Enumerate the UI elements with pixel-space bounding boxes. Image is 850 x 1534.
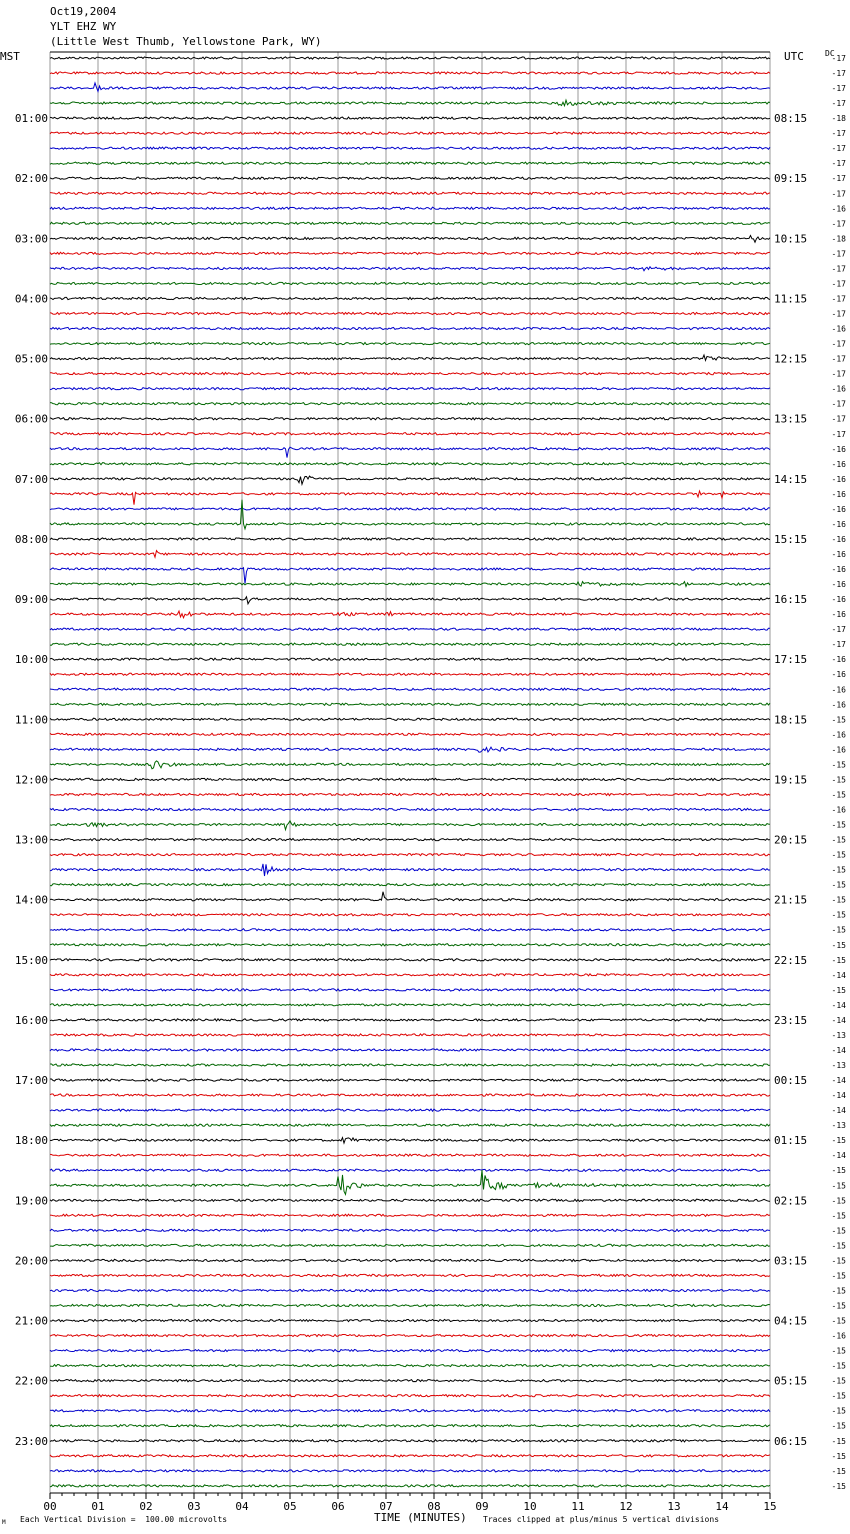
dc-offset-label: -18	[831, 234, 846, 244]
seismic-trace	[50, 1395, 770, 1397]
dc-offset-label: -15	[831, 835, 846, 845]
seismic-trace	[50, 864, 770, 876]
dc-offset-label: -16	[831, 1331, 846, 1341]
utc-hour-label: 01:15	[774, 1134, 808, 1148]
seismic-trace	[50, 1229, 770, 1231]
dc-offset-label: -15	[831, 865, 846, 875]
seismic-trace	[50, 297, 770, 299]
seismic-trace	[50, 793, 770, 795]
dc-offset-label: -14	[831, 970, 846, 980]
seismic-trace	[50, 1094, 770, 1096]
dc-offset-label: -15	[831, 880, 846, 890]
mst-hour-label: 07:00	[14, 472, 48, 486]
seismic-trace	[50, 327, 770, 329]
seismic-trace	[50, 83, 770, 92]
dc-offset-label: -15	[831, 955, 846, 965]
seismic-trace	[50, 643, 770, 645]
dc-offset-label: -17	[831, 279, 846, 289]
mst-hour-labels	[15, 112, 48, 1448]
dc-offset-label: -17	[831, 309, 846, 319]
dc-offset-label: -16	[831, 745, 846, 755]
dc-offset-label: -16	[831, 805, 846, 815]
seismic-trace	[50, 388, 770, 390]
seismic-trace	[50, 508, 770, 510]
seismic-trace	[50, 117, 770, 119]
dc-offset-label: -17	[831, 414, 846, 424]
utc-hour-label: 03:15	[774, 1254, 808, 1268]
dc-offset-label: -16	[831, 474, 846, 484]
seismic-trace	[50, 207, 770, 209]
dc-offset-label: -15	[831, 1316, 846, 1326]
dc-offset-label: -15	[831, 985, 846, 995]
x-tick-label: 13	[667, 1500, 681, 1513]
x-tick-label: 09	[475, 1500, 489, 1513]
utc-hour-label: 13:15	[774, 412, 808, 426]
seismic-trace	[50, 974, 770, 976]
dc-offset-label: -15	[831, 820, 846, 830]
dc-offset-label: -15	[831, 715, 846, 725]
seismic-trace	[50, 703, 770, 705]
seismic-trace	[50, 1350, 770, 1352]
seismic-trace	[50, 761, 770, 769]
dc-offset-label: -15	[831, 1196, 846, 1206]
dc-offset-label: -14	[831, 1045, 846, 1055]
utc-hour-label: 14:15	[774, 472, 808, 486]
seismic-trace	[50, 1199, 770, 1201]
date-label: Oct19,2004	[50, 5, 117, 18]
dc-offset-label: -15	[831, 940, 846, 950]
seismic-trace	[50, 673, 770, 675]
mst-hour-label: 01:00	[14, 112, 48, 126]
dc-offset-label: -16	[831, 549, 846, 559]
seismic-trace	[50, 57, 770, 59]
mst-hour-label: 12:00	[14, 773, 48, 787]
dc-offset-label: -17	[831, 84, 846, 94]
dc-offset-label: -15	[831, 1451, 846, 1461]
dc-offset-label: -17	[831, 625, 846, 635]
dc-offset-label: -17	[831, 159, 846, 169]
dc-offset-label: -15	[831, 1211, 846, 1221]
seismic-trace	[50, 989, 770, 991]
mst-hour-label: 05:00	[14, 352, 48, 366]
mst-hour-label: 06:00	[14, 412, 48, 426]
scale-note: Each Vertical Division = 100.00 microvolts	[20, 1515, 228, 1524]
seismic-trace	[50, 1410, 770, 1412]
x-tick-label: 12	[619, 1500, 633, 1513]
seismic-trace	[50, 551, 770, 558]
seismic-trace	[50, 1304, 770, 1306]
seismic-trace	[50, 447, 770, 458]
x-tick-label: 15	[763, 1500, 777, 1513]
seismic-trace	[50, 1138, 770, 1144]
dc-offset-label: -17	[831, 144, 846, 154]
seismic-trace	[50, 959, 770, 961]
x-tick-label: 04	[235, 1500, 249, 1513]
seismic-trace	[50, 808, 770, 810]
dc-offset-label: -13	[831, 1030, 846, 1040]
dc-offset-label: -17	[831, 249, 846, 259]
trace-group	[50, 57, 770, 1487]
seismic-trace	[50, 914, 770, 916]
seismic-trace	[50, 282, 770, 284]
mst-hour-label: 03:00	[14, 232, 48, 246]
dc-offset-label: -16	[831, 444, 846, 454]
utc-hour-label: 05:15	[774, 1374, 808, 1388]
utc-hour-label: 09:15	[774, 172, 808, 186]
seismic-trace	[50, 476, 770, 484]
dc-offset-label: -17	[831, 399, 846, 409]
seismic-trace	[50, 267, 770, 271]
seismic-trace	[50, 884, 770, 886]
dc-offset-label: -15	[831, 1406, 846, 1416]
utc-hour-label: 16:15	[774, 593, 808, 607]
seismic-trace	[50, 1455, 770, 1457]
x-tick-label: 00	[43, 1500, 57, 1513]
dc-offset-label: -17	[831, 189, 846, 199]
dc-offset-label: -14	[831, 1000, 846, 1010]
dc-offset-label: -15	[831, 925, 846, 935]
seismic-trace	[50, 688, 770, 690]
seismic-trace	[50, 821, 770, 830]
utc-hour-label: 19:15	[774, 773, 808, 787]
dc-offset-label: -14	[831, 1106, 846, 1116]
dc-offset-label: -17	[831, 129, 846, 139]
mst-hour-label: 13:00	[14, 833, 48, 847]
dc-offset-label: -17	[831, 264, 846, 274]
mst-hour-label: 10:00	[14, 653, 48, 667]
dc-offset-label: -16	[831, 610, 846, 620]
dc-offset-label: -16	[831, 489, 846, 499]
seismic-trace	[50, 312, 770, 314]
utc-hour-label: 10:15	[774, 232, 808, 246]
clip-note: Traces clipped at plus/minus 5 vertical divisions	[483, 1515, 720, 1524]
dc-offset-label: -15	[831, 1481, 846, 1491]
seismic-trace	[50, 929, 770, 931]
seismic-trace	[50, 1380, 770, 1382]
seismic-trace	[50, 1259, 770, 1261]
dc-offset-label: -17	[831, 219, 846, 229]
seismic-trace	[50, 1485, 770, 1487]
x-tick-label: 10	[523, 1500, 537, 1513]
seismic-trace	[50, 658, 770, 660]
dc-offset-label: -17	[831, 294, 846, 304]
seismic-trace	[50, 1425, 770, 1427]
seismic-trace	[50, 1335, 770, 1337]
seismic-trace	[50, 582, 770, 587]
dc-offset-label: -14	[831, 1015, 846, 1025]
seismic-trace	[50, 355, 770, 360]
seismic-trace	[50, 1109, 770, 1111]
dc-offset-label: -17	[831, 69, 846, 79]
seismic-trace	[50, 778, 770, 780]
utc-hour-label: 08:15	[774, 112, 808, 126]
seismic-trace	[50, 1049, 770, 1051]
dc-offset-label: -13	[831, 1121, 846, 1131]
corner-mark: M	[2, 1519, 6, 1526]
dc-offset-label: -15	[831, 1286, 846, 1296]
mst-hour-label: 08:00	[14, 532, 48, 546]
dc-offset-label: -15	[831, 1166, 846, 1176]
dc-offset-label: -14	[831, 1091, 846, 1101]
dc-offset-label: -16	[831, 700, 846, 710]
seismic-trace	[50, 1470, 770, 1472]
dc-offset-label: -15	[831, 910, 846, 920]
dc-offset-label: -15	[831, 1466, 846, 1476]
station-label: YLT EHZ WY	[50, 20, 117, 33]
seismic-trace	[50, 373, 770, 375]
dc-offset-label: -16	[831, 655, 846, 665]
dc-offset-label: -15	[831, 1241, 846, 1251]
dc-offset-label: -15	[831, 1226, 846, 1236]
utc-hour-label: 18:15	[774, 713, 808, 727]
mst-hour-label: 16:00	[14, 1013, 48, 1027]
seismic-trace	[50, 1440, 770, 1442]
dc-offset-label: -17	[831, 99, 846, 109]
seismic-trace	[50, 491, 770, 505]
dc-offset-label: -15	[831, 1421, 846, 1431]
seismic-trace	[50, 463, 770, 465]
mst-hour-label: 21:00	[14, 1314, 48, 1328]
dc-offset-label: -15	[831, 1391, 846, 1401]
dc-offset-label: -17	[831, 339, 846, 349]
x-tick-label: 06	[331, 1500, 345, 1513]
seismic-trace	[50, 1034, 770, 1036]
x-tick-label: 05	[283, 1500, 297, 1513]
seismic-trace	[50, 839, 770, 841]
utc-hour-label: 20:15	[774, 833, 808, 847]
seismic-trace	[50, 1154, 770, 1156]
utc-hour-label: 17:15	[774, 653, 808, 667]
mst-hour-label: 20:00	[14, 1254, 48, 1268]
dc-offset-label: -17	[831, 369, 846, 379]
dc-offset-label: -15	[831, 850, 846, 860]
seismic-trace	[50, 1019, 770, 1021]
x-tick-label: 08	[427, 1500, 441, 1513]
dc-offset-label: -14	[831, 1151, 846, 1161]
dc-offset-label: -15	[831, 775, 846, 785]
seismic-trace	[50, 403, 770, 405]
location-label: (Little West Thumb, Yellowstone Park, WY)	[50, 35, 322, 48]
dc-offset-label: -15	[831, 1361, 846, 1371]
mst-hour-label: 14:00	[14, 893, 48, 907]
utc-hour-label: 02:15	[774, 1194, 808, 1208]
utc-hour-label: 22:15	[774, 953, 808, 967]
seismic-trace	[50, 1244, 770, 1246]
dc-offset-label: -15	[831, 1301, 846, 1311]
seismic-trace	[50, 500, 770, 529]
seismic-trace	[50, 1274, 770, 1276]
seismic-trace	[50, 222, 770, 224]
seismic-trace	[50, 100, 770, 106]
dc-offset-label: -17	[831, 640, 846, 650]
seismic-trace	[50, 1289, 770, 1291]
dc-offset-label: -17	[831, 174, 846, 184]
seismic-trace	[50, 162, 770, 164]
dc-offset-label: -16	[831, 384, 846, 394]
dc-offset-label: -15	[831, 1346, 846, 1356]
mst-hour-label: 09:00	[14, 593, 48, 607]
mst-hour-label: 17:00	[14, 1074, 48, 1088]
dc-offset-label: -18	[831, 114, 846, 124]
mst-hour-label: 15:00	[14, 953, 48, 967]
dc-header-label: DC	[825, 49, 835, 58]
mst-hour-label: 23:00	[14, 1434, 48, 1448]
utc-hour-label: 21:15	[774, 893, 808, 907]
dc-offset-label: -14	[831, 1076, 846, 1086]
dc-offset-label: -16	[831, 459, 846, 469]
seismic-trace	[50, 611, 770, 618]
seismic-trace	[50, 538, 770, 540]
seismic-trace	[50, 944, 770, 946]
dc-offset-label: -16	[831, 565, 846, 575]
dc-offset-label: -15	[831, 1271, 846, 1281]
dc-offset-label: -17	[831, 54, 846, 63]
dc-offset-label: -16	[831, 580, 846, 590]
dc-offset-label: -16	[831, 670, 846, 680]
x-tick-label: 03	[187, 1500, 201, 1513]
dc-offset-label: -15	[831, 1136, 846, 1146]
mst-hour-label: 02:00	[14, 172, 48, 186]
dc-offset-label: -16	[831, 534, 846, 544]
x-tick-label: 14	[715, 1500, 729, 1513]
seismic-trace	[50, 433, 770, 435]
x-tick-label: 02	[139, 1500, 153, 1513]
x-axis-title: TIME (MINUTES)	[374, 1511, 467, 1524]
seismic-trace	[50, 1124, 770, 1126]
x-tick-label: 01	[91, 1500, 105, 1513]
dc-offset-label: -15	[831, 1256, 846, 1266]
dc-offset-label: -16	[831, 504, 846, 514]
dc-offset-label: -15	[831, 1436, 846, 1446]
seismic-trace	[50, 147, 770, 149]
seismic-trace	[50, 568, 770, 584]
seismic-trace	[50, 1004, 770, 1006]
utc-hour-label: 11:15	[774, 292, 808, 306]
dc-offset-label: -16	[831, 685, 846, 695]
dc-offset-label: -15	[831, 1376, 846, 1386]
dc-offset-label: -16	[831, 730, 846, 740]
seismic-trace	[50, 72, 770, 74]
seismic-trace	[50, 733, 770, 735]
seismic-trace	[50, 1319, 770, 1321]
dc-offset-label: -16	[831, 519, 846, 529]
seismic-trace	[50, 892, 770, 901]
mst-hour-label: 04:00	[14, 292, 48, 306]
utc-hour-label: 23:15	[774, 1013, 808, 1027]
dc-offset-label: -17	[831, 354, 846, 364]
mst-hour-label: 11:00	[14, 713, 48, 727]
seismic-trace	[50, 1365, 770, 1367]
x-axis	[43, 1493, 776, 1513]
mst-hour-label: 22:00	[14, 1374, 48, 1388]
utc-hour-label: 00:15	[774, 1074, 808, 1088]
dc-offset-label: -15	[831, 760, 846, 770]
seismic-trace	[50, 1064, 770, 1066]
dc-offset-label: -15	[831, 895, 846, 905]
dc-offset-label: -17	[831, 429, 846, 439]
seismic-trace	[50, 252, 770, 254]
x-tick-label: 11	[571, 1500, 585, 1513]
dc-offset-label: -13	[831, 1061, 846, 1071]
dc-offset-labels	[832, 54, 847, 1491]
seismic-trace	[50, 1170, 770, 1194]
dc-offset-label: -16	[831, 324, 846, 334]
seismic-trace	[50, 628, 770, 630]
dc-offset-label: -15	[831, 790, 846, 800]
seismic-trace	[50, 747, 770, 752]
seismic-trace	[50, 192, 770, 194]
seismic-trace	[50, 177, 770, 179]
utc-hour-label: 04:15	[774, 1314, 808, 1328]
left-timezone-label: MST	[0, 50, 20, 63]
seismic-trace	[50, 236, 770, 243]
seismic-trace	[50, 418, 770, 420]
seismic-trace	[50, 343, 770, 345]
seismic-trace	[50, 854, 770, 856]
dc-offset-label: -15	[831, 1181, 846, 1191]
dc-offset-label: -16	[831, 595, 846, 605]
dc-offset-label: -16	[831, 204, 846, 214]
seismic-trace	[50, 1214, 770, 1216]
utc-hour-label: 12:15	[774, 352, 808, 366]
mst-hour-label: 19:00	[14, 1194, 48, 1208]
seismic-trace	[50, 597, 770, 604]
right-timezone-label: UTC	[784, 50, 804, 63]
x-tick-label: 07	[379, 1500, 393, 1513]
utc-hour-label: 15:15	[774, 532, 808, 546]
utc-hour-label: 06:15	[774, 1434, 808, 1448]
utc-hour-labels	[774, 112, 807, 1448]
seismic-trace	[50, 1169, 770, 1171]
seismic-trace	[50, 1079, 770, 1081]
seismic-trace	[50, 132, 770, 134]
mst-hour-label: 18:00	[14, 1134, 48, 1148]
seismic-trace	[50, 718, 770, 720]
